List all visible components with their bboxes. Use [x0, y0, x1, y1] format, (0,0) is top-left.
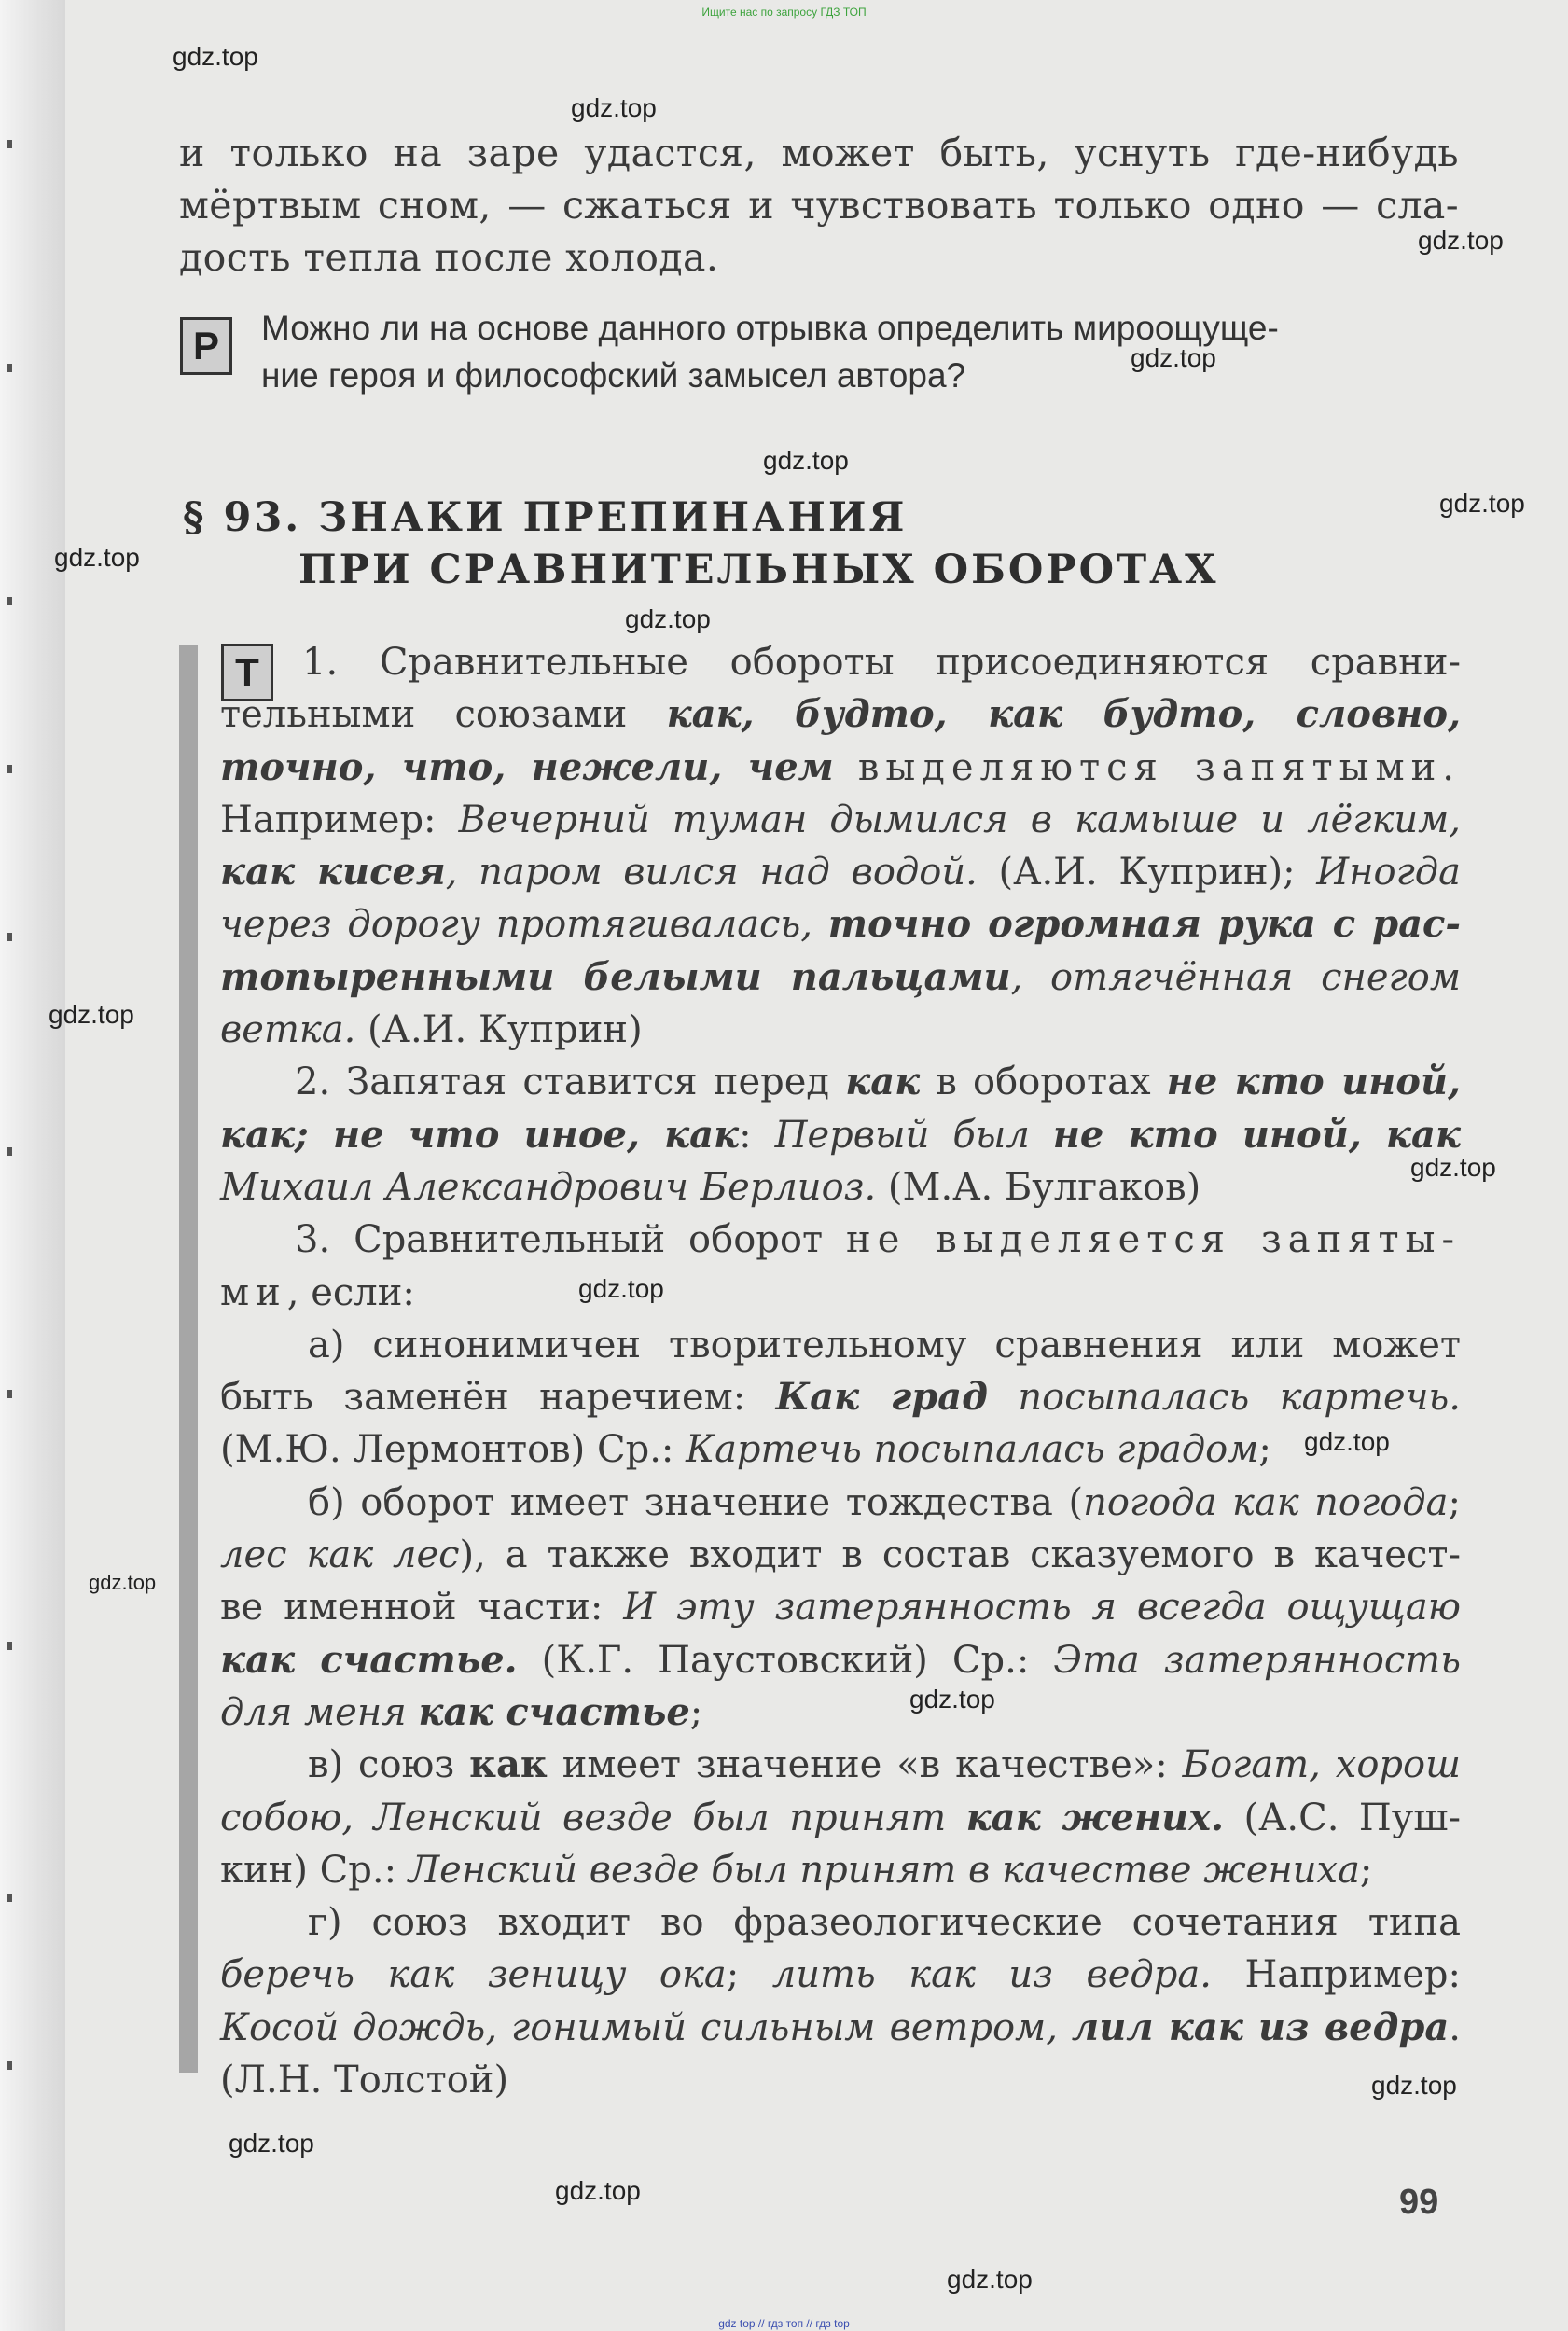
text-line: а) синонимичен творительному сравнения или может — [308, 1323, 1461, 1367]
text-line: ве именной части: И эту затерянность я всегда ощущаю — [220, 1586, 1461, 1630]
question-badge: Р — [180, 317, 232, 375]
watermark: gdz.top — [1131, 343, 1216, 372]
text-line: (Л.Н. Толстой) — [220, 2059, 509, 2102]
question-line: Можно ли на основе данного отрывка определить мироощуще- — [261, 309, 1279, 347]
watermark: gdz.top — [947, 2265, 1033, 2294]
watermark: gdz.top — [1304, 1427, 1390, 1456]
text-line: Например: Вечерний туман дымился в камыше и лёгким, — [220, 798, 1461, 841]
text-line: Михаил Александрович Берлиоз. (М.А. Булгаков) — [220, 1165, 1201, 1209]
text-line: кин) Ср.: Ленский везде был принят в качестве жениха; — [220, 1848, 1373, 1892]
watermark: gdz.top — [763, 446, 849, 475]
theory-block — [220, 636, 1461, 2106]
text-line: б) оборот имеет значение тождества (погода как погода; — [308, 1480, 1461, 1524]
text-line: собою, Ленский везде был принят как жених. (А.С. Пуш- — [220, 1795, 1462, 1839]
watermark: gdz.top — [1410, 1153, 1496, 1182]
text-line: быть заменён наречием: Как град посыпалась картечь. — [220, 1375, 1462, 1420]
watermark: gdz.top — [625, 604, 711, 633]
text-line: тельными союзами как, будто, как будто, словно, — [220, 692, 1462, 737]
spine-mark — [7, 933, 12, 941]
spine-mark — [7, 1894, 12, 1902]
theory-bar — [179, 645, 198, 2073]
page-number: 99 — [1399, 2183, 1439, 2222]
text-line: 3. Сравнительный оборот не выделяется запяты- — [295, 1218, 1461, 1262]
spine-mark — [7, 364, 12, 372]
text-line: точно, что, нежели, чем выделяются запятыми. — [220, 744, 1461, 789]
spine-mark — [7, 1390, 12, 1398]
text-line: г) союз входит во фразеологические сочетания типа — [308, 1901, 1461, 1945]
spine-mark — [7, 597, 12, 605]
intro-paragraph — [179, 127, 1459, 284]
question-line: ние героя и философский замысел автора? — [261, 356, 966, 395]
text-line: ветка. (А.И. Куприн) — [220, 1008, 643, 1052]
watermark: gdz.top — [89, 1571, 157, 1594]
watermark: gdz.top — [909, 1685, 995, 1714]
watermark: gdz.top — [1439, 489, 1525, 518]
question-text — [261, 304, 1464, 399]
text-line: как кисея, паром вился над водой. (А.И. Куприн); Иногда — [220, 850, 1462, 895]
section-title: § 93. ЗНАКИ ПРЕПИНАНИЯ — [183, 494, 908, 541]
section-subtitle: ПРИ СРАВНИТЕЛЬНЫХ ОБОРОТАХ — [298, 547, 1219, 593]
watermark: gdz.top — [1418, 226, 1504, 255]
text-line: 2. Запятая ставится перед как в оборотах не кто иной, — [295, 1060, 1461, 1104]
text-line: ми, если: — [220, 1270, 415, 1314]
watermark: gdz.top — [49, 1000, 134, 1029]
watermark: gdz.top — [578, 1274, 664, 1303]
text-line: как; не что иное, как: Первый был не кто иной, как — [220, 1112, 1461, 1157]
header-note[interactable]: Ищите нас по запросу ГДЗ ТОП — [701, 6, 867, 19]
text-line: через дорогу протягивалась, точно огромная рука с рас- — [220, 902, 1462, 947]
spine-mark — [7, 140, 12, 148]
watermark: gdz.top — [571, 93, 657, 122]
text-line: беречь как зеницу ока; лить как из ведра. Например: — [220, 1953, 1461, 1997]
watermark: gdz.top — [1371, 2071, 1457, 2100]
text-line: мёртвым сном, — сжаться и чувствовать только одно — сла- — [179, 183, 1459, 228]
text-line: дость тепла после холода. — [179, 235, 719, 280]
text-line: лес как лес), а также входит в состав сказуемого в качест- — [220, 1533, 1461, 1577]
theory-badge: Т — [221, 644, 273, 701]
text-line: 1. Сравнительные обороты присоединяются сравни- — [302, 641, 1461, 684]
text-line: топыренными белыми пальцами, отягчённая снегом — [220, 954, 1461, 999]
text-line: (М.Ю. Лермонтов) Ср.: Картечь посыпалась градом; — [220, 1428, 1271, 1472]
text-line: как счастье. (К.Г. Паустовский) Ср.: Эта затерянность — [220, 1637, 1461, 1682]
spine-mark — [7, 1642, 12, 1650]
book-spine-shadow — [0, 0, 65, 2331]
spine-mark — [7, 765, 12, 773]
text-line: в) союз как имеет значение «в качестве»: Богат, хорош — [308, 1742, 1461, 1787]
watermark: gdz.top — [555, 2176, 641, 2205]
watermark: gdz.top — [229, 2129, 314, 2158]
footer-note[interactable]: gdz top // гдз топ // гдз top — [718, 2317, 850, 2330]
text-line: и только на заре удастся, может быть, уснуть где-нибудь — [179, 131, 1459, 175]
watermark: gdz.top — [173, 42, 258, 71]
spine-mark — [7, 2061, 12, 2070]
watermark: gdz.top — [54, 543, 140, 572]
text-line: Косой дождь, гонимый сильным ветром, лил как из ведра. — [220, 2005, 1462, 2049]
text-line: для меня как счастье; — [220, 1689, 703, 1734]
spine-mark — [7, 1147, 12, 1156]
